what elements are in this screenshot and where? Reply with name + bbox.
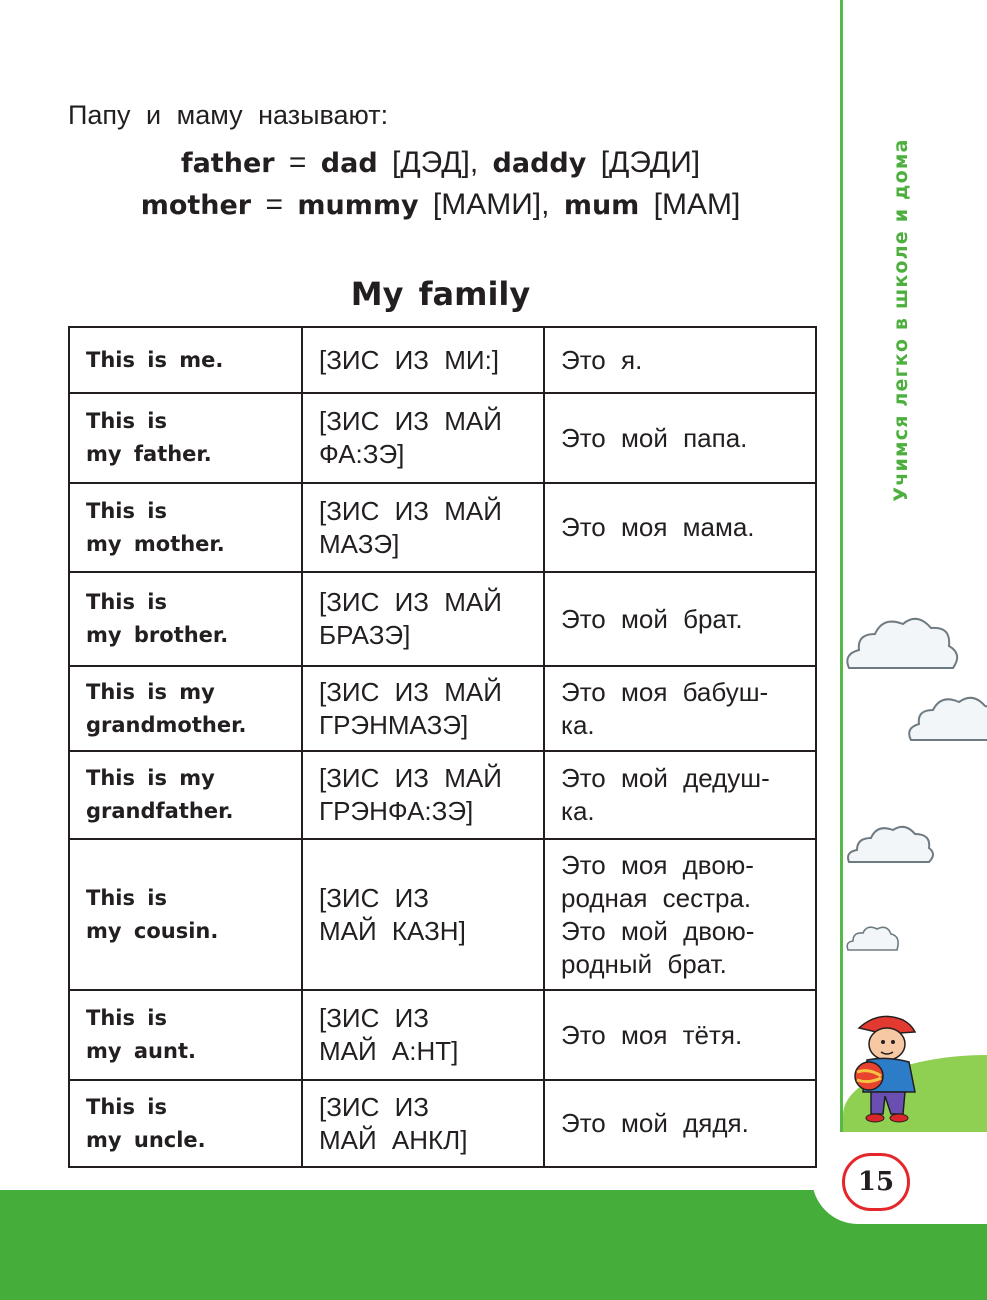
russian-cell bbox=[544, 572, 816, 666]
pronunciation-cell bbox=[302, 1080, 544, 1167]
page-number-badge bbox=[842, 1153, 910, 1211]
formula-pron: [МАМ] bbox=[639, 188, 741, 221]
formula-pron: [ДЭДИ] bbox=[586, 146, 701, 179]
cell-line: my uncle. bbox=[86, 1127, 206, 1152]
russian-cell bbox=[544, 666, 816, 751]
table-row bbox=[69, 990, 816, 1080]
pronunciation-cell bbox=[302, 990, 544, 1080]
russian-cell bbox=[544, 483, 816, 572]
cell-line: Это мой брат. bbox=[561, 603, 743, 634]
cell-line: [ЗИС ИЗ МАЙ bbox=[319, 587, 502, 617]
russian-cell bbox=[544, 1080, 816, 1167]
english-cell bbox=[69, 666, 302, 751]
cell-line: МАЙ КАЗН] bbox=[319, 915, 466, 946]
cell-line: МАЗЭ] bbox=[319, 528, 400, 559]
cell-line: This is bbox=[86, 1094, 167, 1119]
cell-line: ка. bbox=[561, 709, 595, 740]
formula-sep: = bbox=[274, 146, 321, 179]
cloud-icon bbox=[905, 690, 987, 750]
formula-line-father bbox=[68, 146, 813, 180]
russian-cell bbox=[544, 839, 816, 990]
cell-line: This is my bbox=[86, 679, 215, 704]
english-cell bbox=[69, 751, 302, 839]
formula-term: mum bbox=[563, 190, 640, 221]
cell-line: родная сестра. bbox=[561, 882, 752, 913]
intro-text: Папу и маму называют: bbox=[68, 100, 389, 130]
formula-pron: [ДЭД], bbox=[377, 146, 493, 179]
cell-line: ка. bbox=[561, 796, 595, 826]
cell-line: ФА:ЗЭ] bbox=[319, 439, 405, 469]
table-row bbox=[69, 572, 816, 666]
side-title: Учимся легко в школе и дома bbox=[890, 138, 912, 502]
cell-line: Это мой папа. bbox=[561, 422, 748, 453]
cell-line: [ЗИС ИЗ МАЙ bbox=[319, 763, 502, 793]
family-table bbox=[68, 326, 817, 1168]
cell-line: [ЗИС ИЗ МАЙ bbox=[319, 495, 502, 526]
cell-line: БРАЗЭ] bbox=[319, 620, 411, 650]
cell-line: my aunt. bbox=[86, 1039, 196, 1063]
page-number: 15 bbox=[857, 1167, 895, 1197]
side-divider-line bbox=[840, 0, 843, 1150]
formula-term: daddy bbox=[492, 148, 587, 179]
english-cell bbox=[69, 1080, 302, 1167]
english-cell bbox=[69, 990, 302, 1080]
cell-line: [ЗИС ИЗ bbox=[319, 1003, 430, 1033]
pronunciation-cell bbox=[302, 666, 544, 751]
russian-cell bbox=[544, 327, 816, 393]
cell-line: This is bbox=[86, 590, 167, 614]
cell-line: ГРЭНФА:ЗЭ] bbox=[319, 796, 474, 826]
english-cell bbox=[69, 839, 302, 990]
cell-line: Это мой двою- bbox=[561, 915, 755, 946]
cell-line: Это мой дядя. bbox=[561, 1108, 749, 1138]
pronunciation-cell bbox=[302, 483, 544, 572]
cell-line: МАЙ АНКЛ] bbox=[319, 1124, 468, 1155]
cell-line: This is bbox=[86, 885, 167, 910]
cell-line: my father. bbox=[86, 442, 212, 466]
table-row bbox=[69, 751, 816, 839]
cell-line: This is bbox=[86, 409, 167, 433]
formula-term: dad bbox=[320, 148, 378, 179]
cell-line: This is me. bbox=[86, 347, 224, 372]
cell-line: Это мой дедуш- bbox=[561, 763, 770, 793]
cell-line: Это моя бабуш- bbox=[561, 676, 769, 707]
cell-line: This is bbox=[86, 498, 167, 523]
pronunciation-cell bbox=[302, 751, 544, 839]
english-cell bbox=[69, 393, 302, 483]
cell-line: родный брат. bbox=[561, 948, 727, 979]
cell-line: grandfather. bbox=[86, 799, 234, 823]
cell-line: grandmother. bbox=[86, 712, 247, 737]
cell-line: [ЗИС ИЗ bbox=[319, 882, 430, 913]
table-row bbox=[69, 327, 816, 393]
english-cell bbox=[69, 483, 302, 572]
cell-line: [ЗИС ИЗ МАЙ bbox=[319, 676, 502, 707]
table-row bbox=[69, 1080, 816, 1167]
cell-line: [ЗИС ИЗ bbox=[319, 1091, 430, 1122]
cell-line: [ЗИС ИЗ МИ:] bbox=[319, 344, 500, 375]
formula-pron: [МАМИ], bbox=[418, 188, 564, 221]
cell-line: my cousin. bbox=[86, 918, 219, 943]
formula-sep: = bbox=[251, 188, 298, 221]
table-row bbox=[69, 666, 816, 751]
pronunciation-cell bbox=[302, 572, 544, 666]
russian-cell bbox=[544, 393, 816, 483]
cell-line: This is bbox=[86, 1006, 167, 1030]
table-title: My family bbox=[350, 275, 531, 313]
formula-term: mummy bbox=[297, 190, 419, 221]
english-cell bbox=[69, 572, 302, 666]
cell-line: МАЙ А:НТ] bbox=[319, 1036, 459, 1066]
cloud-icon bbox=[843, 610, 963, 680]
russian-cell bbox=[544, 751, 816, 839]
cell-line: Это моя мама. bbox=[561, 512, 755, 542]
pronunciation-cell bbox=[302, 327, 544, 393]
formula-term: mother bbox=[140, 190, 252, 221]
cell-line: ГРЭНМАЗЭ] bbox=[319, 709, 469, 740]
cell-line: Это я. bbox=[561, 344, 643, 375]
cloud-icon bbox=[845, 820, 935, 870]
table-row bbox=[69, 483, 816, 572]
boy-with-ball-icon bbox=[845, 1010, 935, 1125]
cell-line: [ЗИС ИЗ МАЙ bbox=[319, 406, 502, 436]
cloud-icon bbox=[845, 922, 901, 956]
english-cell bbox=[69, 327, 302, 393]
formula-line-mother bbox=[68, 188, 813, 222]
cell-line: This is my bbox=[86, 766, 215, 790]
cell-line: my brother. bbox=[86, 623, 229, 647]
russian-cell bbox=[544, 990, 816, 1080]
pronunciation-cell bbox=[302, 839, 544, 990]
pronunciation-cell bbox=[302, 393, 544, 483]
formula-term: father bbox=[180, 148, 275, 179]
cell-line: my mother. bbox=[86, 531, 225, 556]
table-row bbox=[69, 839, 816, 990]
cell-line: Это моя тётя. bbox=[561, 1019, 743, 1050]
cell-line: Это моя двою- bbox=[561, 849, 754, 880]
table-row bbox=[69, 393, 816, 483]
